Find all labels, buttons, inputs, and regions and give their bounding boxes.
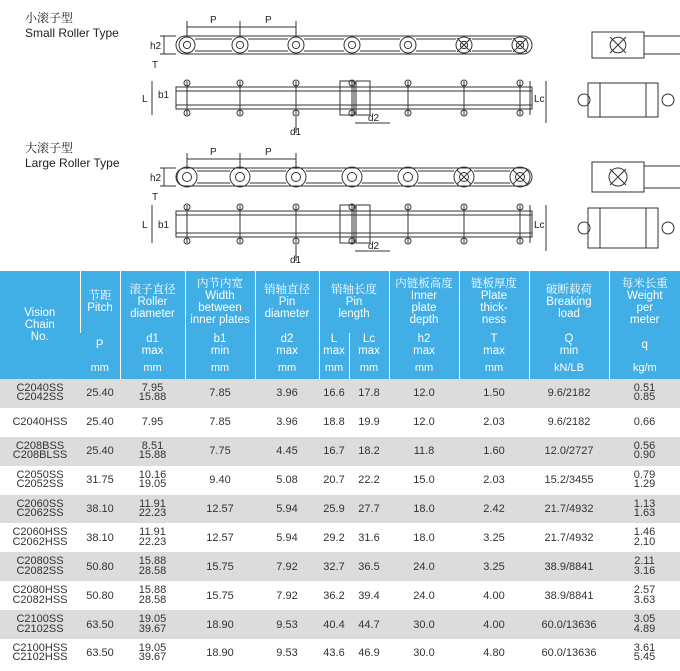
T-label: T [152, 60, 159, 71]
cell-p: 25.40 [80, 408, 120, 437]
cell-q: 38.9/8841 [529, 552, 609, 581]
unit-d2: mm [255, 357, 319, 379]
cell-d1: 19.05 39.67 [120, 610, 185, 639]
cell-d1: 15.88 28.58 [120, 581, 185, 610]
d2-label: d2 [368, 113, 380, 124]
symbol-L: L max [319, 333, 349, 357]
b1-label: b1 [158, 220, 170, 231]
T-label: T [152, 192, 159, 203]
cell-b1: 7.85 [185, 408, 255, 437]
table-row [0, 581, 680, 610]
pitch-label: P [210, 147, 217, 158]
cell-h2: 24.0 [389, 552, 459, 581]
Lc-label: Lc [534, 94, 545, 105]
cell-p: 38.10 [80, 495, 120, 524]
cell-q: 0.56 0.90 [609, 437, 680, 466]
cell-lc: 22.2 [349, 466, 389, 495]
cell-b1: 12.57 [185, 523, 255, 552]
cell-d2: 5.94 [255, 523, 319, 552]
cell-l: 18.8 [319, 408, 349, 437]
L-label: L [142, 94, 148, 105]
header-plate-thickness: 链板厚度 Plate thick- ness [459, 271, 529, 333]
table-row [0, 495, 680, 524]
unit-d1: mm [120, 357, 185, 379]
Lc-label: Lc [534, 220, 545, 231]
cell-l: 32.7 [319, 552, 349, 581]
cell-p: 50.80 [80, 581, 120, 610]
pitch-label: P [265, 15, 272, 26]
cell-d2: 9.53 [255, 639, 319, 668]
cell-lc: 18.2 [349, 437, 389, 466]
table-row [0, 552, 680, 581]
cell-b1: 15.75 [185, 552, 255, 581]
cell-p: 63.50 [80, 639, 120, 668]
header-vision-chain-no: Vision Chain No. [0, 271, 80, 379]
cell-t: 2.03 [459, 408, 529, 437]
pitch-label: P [210, 15, 217, 26]
header-roller-diameter: 滚子直径 Roller diameter [120, 271, 185, 333]
cell-t: 1.50 [459, 379, 529, 408]
cell-q: 21.7/4932 [529, 495, 609, 524]
cell-q: 1.13 1.63 [609, 495, 680, 524]
small-roller-heading-en: Small Roller Type [25, 26, 119, 40]
cell-b1: 18.90 [185, 639, 255, 668]
cell-d2: 7.92 [255, 581, 319, 610]
symbol-T: T max [459, 333, 529, 357]
cell-h2: 12.0 [389, 379, 459, 408]
unit-Lc: mm [349, 357, 389, 379]
unit-P: mm [80, 357, 120, 379]
table-row [0, 379, 680, 408]
cell-d1: 19.05 39.67 [120, 639, 185, 668]
h2-label: h2 [150, 41, 162, 52]
cell-d1: 7.95 15.88 [120, 379, 185, 408]
cell-chain: C2040SS C2042SS [0, 379, 80, 408]
d1-label: d1 [290, 255, 302, 266]
cell-l: 40.4 [319, 610, 349, 639]
cell-t: 3.25 [459, 552, 529, 581]
cell-q: 0.79 1.29 [609, 466, 680, 495]
cell-d2: 9.53 [255, 610, 319, 639]
chain-drawing [0, 0, 680, 271]
cell-p: 31.75 [80, 466, 120, 495]
cell-chain: C2100SS C2102SS [0, 610, 80, 639]
cell-l: 16.6 [319, 379, 349, 408]
cell-p: 50.80 [80, 552, 120, 581]
unit-T: mm [459, 357, 529, 379]
cell-b1: 15.75 [185, 581, 255, 610]
cell-d1: 11.91 22.23 [120, 495, 185, 524]
b1-label: b1 [158, 90, 170, 101]
cell-d1: 10.16 19.05 [120, 466, 185, 495]
cell-l: 25.9 [319, 495, 349, 524]
cell-d2: 5.08 [255, 466, 319, 495]
cell-t: 4.00 [459, 581, 529, 610]
cell-t: 4.00 [459, 610, 529, 639]
cell-t: 2.42 [459, 495, 529, 524]
cell-q: 38.9/8841 [529, 581, 609, 610]
cell-q: 60.0/13636 [529, 610, 609, 639]
cell-lc: 19.9 [349, 408, 389, 437]
cell-l: 43.6 [319, 639, 349, 668]
cell-d2: 3.96 [255, 408, 319, 437]
cell-chain: C208BSS C208BLSS [0, 437, 80, 466]
unit-h2: mm [389, 357, 459, 379]
d1-label: d1 [290, 127, 302, 138]
cell-h2: 18.0 [389, 495, 459, 524]
cell-p: 25.40 [80, 437, 120, 466]
cell-d2: 7.92 [255, 552, 319, 581]
cell-h2: 18.0 [389, 523, 459, 552]
cell-p: 25.40 [80, 379, 120, 408]
cell-d2: 5.94 [255, 495, 319, 524]
cell-l: 29.2 [319, 523, 349, 552]
large-roller-heading-en: Large Roller Type [25, 156, 120, 170]
symbol-b1: b1 min [185, 333, 255, 357]
cell-d1: 7.95 [120, 408, 185, 437]
cell-q: 2.11 3.16 [609, 552, 680, 581]
d2-label: d2 [368, 241, 380, 252]
cell-d2: 3.96 [255, 379, 319, 408]
h2-label: h2 [150, 173, 162, 184]
cell-lc: 31.6 [349, 523, 389, 552]
cell-q: 12.0/2727 [529, 437, 609, 466]
unit-q: kg/m [609, 357, 680, 379]
symbol-d1: d1 max [120, 333, 185, 357]
symbol-q: q [609, 333, 680, 357]
cell-l: 36.2 [319, 581, 349, 610]
cell-l: 16.7 [319, 437, 349, 466]
cell-h2: 11.8 [389, 437, 459, 466]
symbol-Lc: Lc max [349, 333, 389, 357]
cell-q: 3.05 4.89 [609, 610, 680, 639]
cell-t: 4.80 [459, 639, 529, 668]
cell-t: 3.25 [459, 523, 529, 552]
cell-b1: 7.75 [185, 437, 255, 466]
cell-p: 63.50 [80, 610, 120, 639]
cell-d2: 4.45 [255, 437, 319, 466]
cell-d1: 11.91 22.23 [120, 523, 185, 552]
cell-q: 2.57 3.63 [609, 581, 680, 610]
header-breaking-load: 破断载荷 Breaking load [529, 271, 609, 333]
cell-lc: 17.8 [349, 379, 389, 408]
symbol-h2: h2 max [389, 333, 459, 357]
L-label: L [142, 220, 148, 231]
table-row [0, 523, 680, 552]
cell-lc: 44.7 [349, 610, 389, 639]
cell-chain: C2080SS C2082SS [0, 552, 80, 581]
cell-t: 1.60 [459, 437, 529, 466]
unit-Q: kN/LB [529, 357, 609, 379]
table-row [0, 408, 680, 437]
cell-h2: 12.0 [389, 408, 459, 437]
cell-h2: 30.0 [389, 610, 459, 639]
cell-q: 3.61 5.45 [609, 639, 680, 668]
spec-table [0, 271, 680, 668]
cell-b1: 12.57 [185, 495, 255, 524]
unit-b1: mm [185, 357, 255, 379]
small-roller-heading-cn: 小滚子型 [25, 11, 74, 25]
table-row [0, 639, 680, 668]
header-weight-per-meter: 每米长重 Weight per meter [609, 271, 680, 333]
cell-chain: C2060HSS C2062HSS [0, 523, 80, 552]
unit-L: mm [319, 357, 349, 379]
header-pitch: 节距 Pitch [80, 271, 120, 333]
symbol-d2: d2 max [255, 333, 319, 357]
cell-chain: C2040HSS [0, 408, 80, 437]
cell-h2: 24.0 [389, 581, 459, 610]
cell-q: 0.66 [609, 408, 680, 437]
cell-b1: 9.40 [185, 466, 255, 495]
header-inner-plate-depth: 内链板高度 Inner plate depth [389, 271, 459, 333]
cell-l: 20.7 [319, 466, 349, 495]
table-row [0, 610, 680, 639]
cell-lc: 46.9 [349, 639, 389, 668]
cell-chain: C2100HSS C2102HSS [0, 639, 80, 668]
header-inner-width: 内节内宽 Width between inner plates [185, 271, 255, 333]
symbol-P: P [80, 333, 120, 357]
cell-b1: 18.90 [185, 610, 255, 639]
large-roller-heading-cn: 大滚子型 [25, 141, 74, 155]
cell-d1: 8.51 15.88 [120, 437, 185, 466]
cell-q: 9.6/2182 [529, 379, 609, 408]
cell-chain: C2050SS C2052SS [0, 466, 80, 495]
cell-p: 38.10 [80, 523, 120, 552]
cell-h2: 30.0 [389, 639, 459, 668]
cell-lc: 27.7 [349, 495, 389, 524]
table-row [0, 466, 680, 495]
header-pin-length: 销轴长度 Pin length [319, 271, 389, 333]
cell-q: 15.2/3455 [529, 466, 609, 495]
cell-lc: 36.5 [349, 552, 389, 581]
pitch-label: P [265, 147, 272, 158]
cell-b1: 7.85 [185, 379, 255, 408]
cell-chain: C2080HSS C2082HSS [0, 581, 80, 610]
cell-h2: 15.0 [389, 466, 459, 495]
cell-lc: 39.4 [349, 581, 389, 610]
cell-q: 1.46 2.10 [609, 523, 680, 552]
cell-q: 9.6/2182 [529, 408, 609, 437]
cell-q: 0.51 0.85 [609, 379, 680, 408]
cell-d1: 15.88 28.58 [120, 552, 185, 581]
cell-t: 2.03 [459, 466, 529, 495]
symbol-Q: Q min [529, 333, 609, 357]
cell-q: 60.0/13636 [529, 639, 609, 668]
cell-chain: C2060SS C2062SS [0, 495, 80, 524]
table-row [0, 437, 680, 466]
header-pin-diameter: 销轴直径 Pin diameter [255, 271, 319, 333]
cell-q: 21.7/4932 [529, 523, 609, 552]
